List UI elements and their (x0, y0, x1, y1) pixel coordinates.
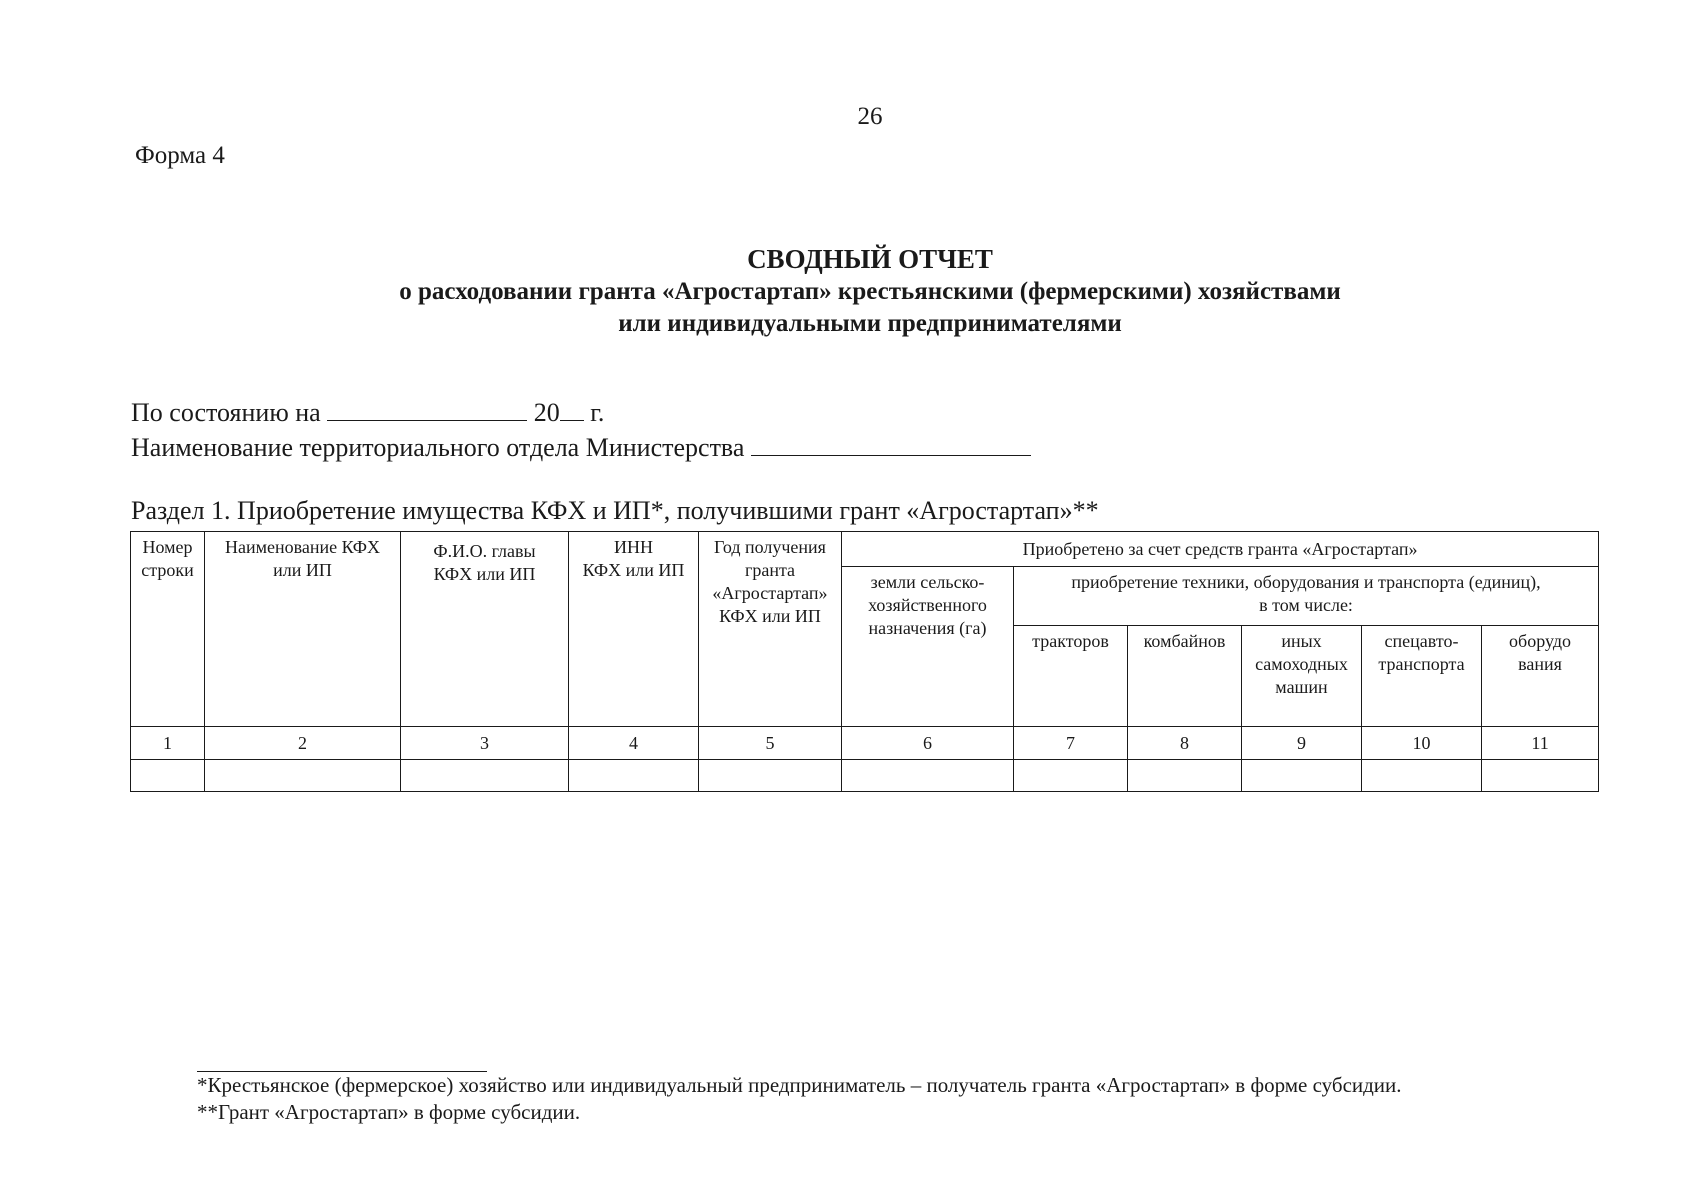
header-year (699, 532, 842, 727)
header-text-line: «Агростартап» (712, 583, 828, 603)
report-title (300, 242, 1440, 340)
header-equipment-group (1014, 567, 1599, 626)
table-cell[interactable] (699, 760, 842, 792)
header-text-line: иных (1281, 631, 1322, 651)
footnote-1: *Крестьянское (фермерское) хозяйство или индивидуальный предприниматель – получатель гранта «Агростартап» в форме субсидии. (197, 1073, 1402, 1097)
header-acquired-group: Приобретено за счет средств гранта «Агростартап» (842, 532, 1599, 567)
table-cell[interactable] (842, 760, 1014, 792)
header-text-line: Ф.И.О. главы (433, 541, 536, 561)
title-main: СВОДНЫЙ ОТЧЕТ (747, 244, 993, 274)
department-blank (751, 433, 1031, 456)
header-text-line: транспорта (1378, 654, 1465, 674)
header-name (205, 532, 401, 727)
column-number: 6 (842, 727, 1014, 760)
header-land (842, 567, 1014, 727)
header-text-line: тракторов (1032, 631, 1109, 651)
column-number: 4 (569, 727, 699, 760)
header-text-line: в том числе: (1259, 595, 1353, 615)
header-text-line: оборудо (1509, 631, 1571, 651)
header-text-line: вания (1518, 654, 1562, 674)
department-line (131, 430, 1031, 465)
header-tractors (1014, 626, 1128, 727)
year-blank (560, 398, 584, 421)
header-combines (1128, 626, 1242, 727)
header-text-line: КФХ или ИП (719, 606, 821, 626)
column-number: 3 (401, 727, 569, 760)
column-number: 5 (699, 727, 842, 760)
year-prefix: 20 (533, 398, 560, 427)
header-text-line: КФХ или ИП (582, 560, 685, 580)
header-text-line: или ИП (273, 560, 332, 580)
section-title: Раздел 1. Приобретение имущества КФХ и ИП*, получившими грант «Агростартап»** (131, 496, 1099, 525)
header-text-line: ИНН (614, 537, 653, 557)
report-table (130, 531, 1599, 792)
footnotes (197, 1072, 1402, 1126)
table-row (131, 760, 1599, 792)
header-text-line: машин (1275, 677, 1328, 697)
form-label: Форма 4 (135, 142, 225, 169)
header-text-line: Наименование КФХ (224, 537, 381, 557)
as-of-label: По состоянию на (131, 398, 321, 427)
header-text-line: приобретение техники, оборудования и транспорта (единиц), (1071, 572, 1541, 592)
header-text-line: хозяйственного (868, 595, 987, 615)
table-cell[interactable] (1014, 760, 1128, 792)
year-suffix: г. (590, 398, 605, 427)
header-equipment (1482, 626, 1599, 727)
report-meta (131, 395, 1031, 465)
table-cell[interactable] (1128, 760, 1242, 792)
column-number: 8 (1128, 727, 1242, 760)
table-cell[interactable] (1482, 760, 1599, 792)
footnote-2: **Грант «Агростартап» в форме субсидии. (197, 1100, 581, 1124)
table-cell[interactable] (131, 760, 205, 792)
header-head-name (401, 532, 569, 727)
header-special-transport (1362, 626, 1482, 727)
header-text-line: спецавто- (1384, 631, 1459, 651)
header-text-line: строки (141, 560, 194, 580)
table-cell[interactable] (569, 760, 699, 792)
date-blank (327, 398, 527, 421)
header-text-line: земли сельско- (870, 572, 985, 592)
column-number: 2 (205, 727, 401, 760)
header-text-line: Номер (142, 537, 193, 557)
column-number-row (131, 727, 1599, 760)
header-text-line: комбайнов (1143, 631, 1226, 651)
header-row-number (131, 532, 205, 727)
header-text-line: Год получения (714, 537, 826, 557)
header-inn (569, 532, 699, 727)
header-text-line: назначения (га) (868, 618, 987, 638)
as-of-line (131, 395, 1031, 430)
department-label: Наименование территориального отдела Министерства (131, 433, 745, 462)
table-cell[interactable] (205, 760, 401, 792)
column-number: 1 (131, 727, 205, 760)
table-cell[interactable] (1242, 760, 1362, 792)
header-text-line: гранта (744, 560, 796, 580)
table-cell[interactable] (1362, 760, 1482, 792)
table-cell[interactable] (401, 760, 569, 792)
column-number: 11 (1482, 727, 1599, 760)
column-number: 9 (1242, 727, 1362, 760)
title-line-1: о расходовании гранта «Агростартап» крестьянскими (фермерскими) хозяйствами (399, 278, 1341, 305)
page-number: 26 (857, 103, 883, 130)
header-text-line: самоходных (1255, 654, 1348, 674)
column-number: 7 (1014, 727, 1128, 760)
title-line-2: или индивидуальными предпринимателями (618, 310, 1122, 337)
header-text-line: КФХ или ИП (433, 564, 536, 584)
header-other-machines (1242, 626, 1362, 727)
column-number: 10 (1362, 727, 1482, 760)
